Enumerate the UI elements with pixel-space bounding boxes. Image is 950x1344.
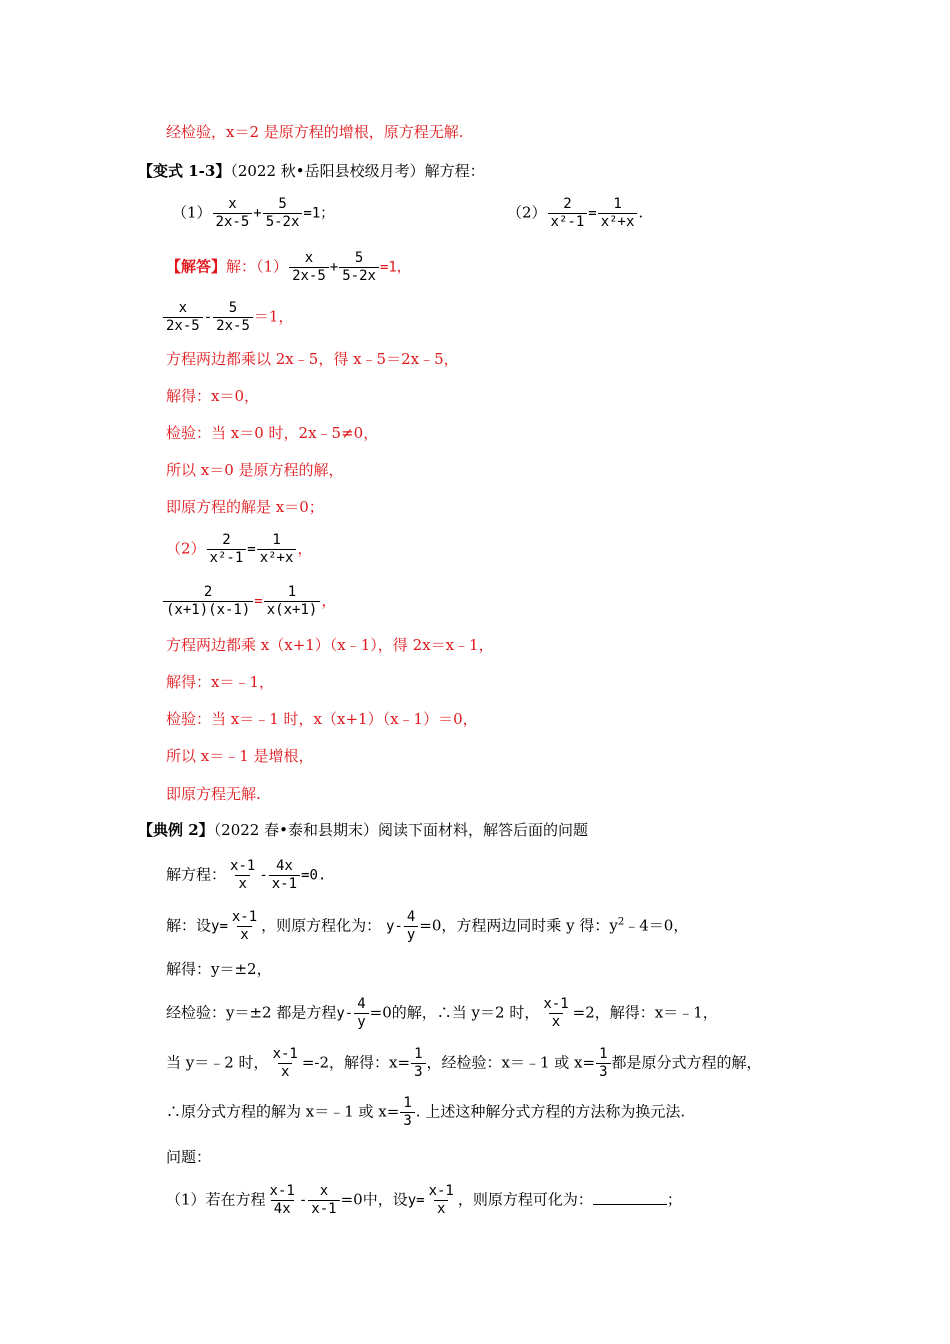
text-line: 解得：x＝0， xyxy=(166,387,260,405)
fraction: $\frac{2}{(x+1)(x-1)}$ xyxy=(163,584,253,619)
fraction: $\frac{2}{\text{x²-1}}$ xyxy=(207,532,247,567)
math-line: 经检验：y＝±2 都是方程y- $\frac{4}{y}$ =0的解，∴当 y＝2 时， $\frac{x-1}{x}$ =2，解得：x＝﹣1， xyxy=(166,996,718,1030)
fraction: $\frac{x-1}{x}$ xyxy=(272,1046,298,1080)
text-line: 方程两边都乘 x（x+1）（x﹣1），得 2x＝x﹣1， xyxy=(166,636,494,654)
fraction: $\frac{1}{3}$ xyxy=(596,1046,610,1081)
problem-label: （2） xyxy=(507,203,547,222)
fraction: $\frac{1}{3}$ xyxy=(411,1046,425,1081)
text-line: 所以 x＝0 是原方程的解， xyxy=(166,461,344,479)
math-line: $\frac{x}{2x-5}$ - $\frac{5}{2x-5}$ ＝1， xyxy=(162,300,293,335)
question-1: （1）若在方程 $\frac{x-1}{4x}$ - $\frac{x}{x-1}$ =0中，设y= $\frac{x-1}{x}$ ，则原方程可化为： ； xyxy=(166,1183,682,1217)
text-line: 检验：当 x＝﹣1 时，x（x+1）（x﹣1）＝0， xyxy=(166,710,478,728)
fraction: $\frac{x-1}{x}$ xyxy=(543,996,569,1030)
text-line: 解得：x＝﹣1， xyxy=(166,673,275,691)
example-heading: 【典例 2】（2022 春•泰和县期末）阅读下面材料，解答后面的问题 xyxy=(138,821,588,839)
text-line: 即原方程无解. xyxy=(166,785,261,803)
variant-source: （2022 秋•岳阳县校级月考）解方程： xyxy=(230,162,485,180)
fraction: $\frac{5}{2x-5}$ xyxy=(213,300,253,335)
math-line: 解：设y= $\frac{x-1}{x}$ ，则原方程化为： y- $\frac{4}{y}$ =0，方程两边同时乘 y 得：$y^2﹣4=0$， xyxy=(166,909,689,943)
fraction: $\frac{x-1}{x}$ xyxy=(428,1183,454,1217)
math-line: ∴原分式方程的解为 x＝﹣1 或 x= $\frac{1}{3}$ . 上述这种解分式方程的方法称为换元法. xyxy=(166,1095,686,1129)
fraction: $\frac{1}{3}$ xyxy=(400,1095,414,1130)
text-line: 所以 x＝﹣1 是增根， xyxy=(166,747,314,765)
math-line: （2） $\frac{2}{\text{x²-1}}$ = $\frac{1}{\text{x²+x}}$ ， xyxy=(166,532,313,566)
fraction: $\frac{x-1}{x}$ xyxy=(230,858,256,892)
fraction: $\frac{x-1}{4x}$ xyxy=(269,1183,295,1217)
math-line: $\frac{2}{(x+1)(x-1)}$ = $\frac{1}{x(x+1)}$ ， xyxy=(162,584,336,619)
fraction: $\frac{4}{y}$ xyxy=(354,996,368,1031)
answer-tag: 【解答】 xyxy=(166,257,227,276)
fraction: $\frac{x-1}{x}$ xyxy=(231,909,258,943)
text-line: 问题： xyxy=(166,1148,212,1166)
text-line: 方程两边都乘以 2x﹣5，得 x﹣5＝2x﹣5， xyxy=(166,350,459,368)
problem-label: （1） xyxy=(172,203,212,222)
problem-2: （2） $\frac{2}{\text{x²-1}}$ = $\frac{1}{\text{x²+x}}$ . xyxy=(507,196,644,230)
fraction: $\frac{x}{2x-5}$ xyxy=(163,300,203,335)
fraction: $\frac{5}{5-2x}$ xyxy=(263,196,303,231)
text-line: 经检验，x＝2 是原方程的增根，原方程无解. xyxy=(166,123,464,141)
variant-tag: 【变式 1-3】 xyxy=(138,162,231,180)
math-line: 解方程： $\frac{x-1}{x}$ - $\frac{4x}{x-1}$ =0. xyxy=(166,858,327,892)
variant-heading xyxy=(138,160,485,182)
answer-blank[interactable] xyxy=(593,1188,667,1205)
text-line: 即原方程的解是 x＝0； xyxy=(166,498,324,516)
fraction: $\frac{5}{5-2x}$ xyxy=(339,250,379,285)
example-tag: 【典例 2】 xyxy=(138,821,214,839)
fraction: $\frac{x}{2x-5}$ xyxy=(289,250,329,285)
fraction: $\frac{1}{\text{x²+x}}$ xyxy=(257,532,297,567)
math-line: 当 y＝﹣2 时， $\frac{x-1}{x}$ =-2，解得：x= $\frac{1}{3}$ ，经检验：x＝﹣1 或 x= $\frac{1}{3}$ 都是原分式方程的解， xyxy=(166,1046,762,1080)
fraction: $\frac{4}{y}$ xyxy=(404,909,418,944)
fraction: $\frac{1}{\text{x²+x}}$ xyxy=(598,196,638,231)
fraction: $\frac{1}{x(x+1)}$ xyxy=(264,584,321,619)
fraction: $\frac{x}{2x-5}$ xyxy=(213,196,253,231)
text-line: 解得：y＝±2， xyxy=(166,960,272,978)
text-line: 检验：当 x＝0 时，2x﹣5≠0， xyxy=(166,424,379,442)
fraction: $\frac{4x}{x-1}$ xyxy=(269,858,300,893)
fraction: $\frac{x}{x-1}$ xyxy=(308,1183,339,1218)
fraction: $\frac{2}{\text{x²-1}}$ xyxy=(548,196,588,231)
answer-start: 【解答】解：（1） $\frac{x}{2x-5}$ + $\frac{5}{5-2x}$ =1， xyxy=(166,250,411,284)
problem-1: （1） $\frac{x}{2x-5}$ + $\frac{5}{5-2x}$ =1； xyxy=(172,196,335,230)
